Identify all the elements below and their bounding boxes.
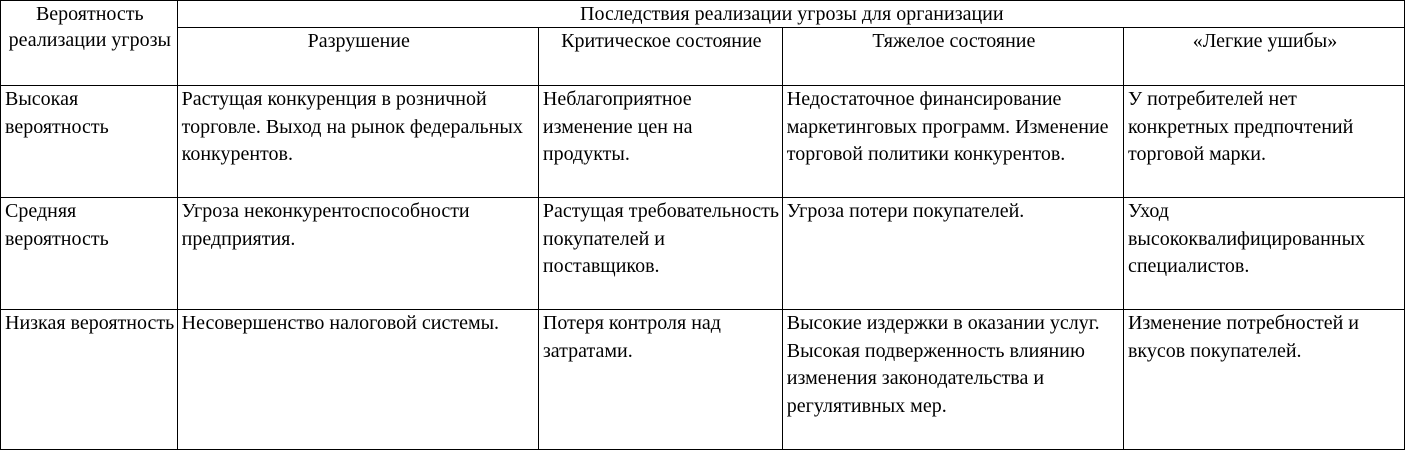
table-cell: Потеря контроля над затратами. xyxy=(538,310,782,450)
table-cell: Несовершенство налоговой системы. xyxy=(177,310,538,450)
table-row-low xyxy=(1,310,1405,450)
table-cell: Неблагоприятное изменение цен на продукты. xyxy=(538,86,782,198)
consequence-header-critical: Критическое состояние xyxy=(538,28,782,86)
table-row-high xyxy=(1,86,1405,198)
table-cell: У потребителей нет конкретных предпочтений торговой марки. xyxy=(1123,86,1404,198)
table-cell: Угроза потери покупателей. xyxy=(782,198,1123,310)
table-cell: Растущая конкуренция в розничной торговле. Выход на рынок федеральных конкурентов. xyxy=(177,86,538,198)
probability-label-high: Высокая вероятность xyxy=(1,86,178,198)
probability-header: Вероятность реализации угрозы xyxy=(1,1,178,86)
probability-label-medium: Средняя вероятность xyxy=(1,198,178,310)
table-cell: Уход высококвалифицированных специалистов. xyxy=(1123,198,1404,310)
probability-label-low: Низкая вероятность xyxy=(1,310,178,450)
table-cell: Высокие издержки в оказании услуг. Высокая подверженность влиянию изменения законодательства и регулятивных мер. xyxy=(782,310,1123,450)
header-row-top xyxy=(1,1,1405,28)
table-cell: Изменение потребностей и вкусов покупателей. xyxy=(1123,310,1404,450)
table-cell: Растущая требовательность покупателей и поставщиков. xyxy=(538,198,782,310)
consequence-header-severe: Тяжелое состояние xyxy=(782,28,1123,86)
consequence-header-light: «Легкие ушибы» xyxy=(1123,28,1404,86)
consequence-header-destruction: Разрушение xyxy=(177,28,538,86)
table-cell: Недостаточное финансирование маркетинговых программ. Изменение торговой политики конкурентов. xyxy=(782,86,1123,198)
table-row-medium xyxy=(1,198,1405,310)
consequences-group-header: Последствия реализации угрозы для организации xyxy=(177,1,1404,28)
header-row-consequences xyxy=(1,28,1405,86)
table-cell: Угроза неконкурентоспособности предприятия. xyxy=(177,198,538,310)
